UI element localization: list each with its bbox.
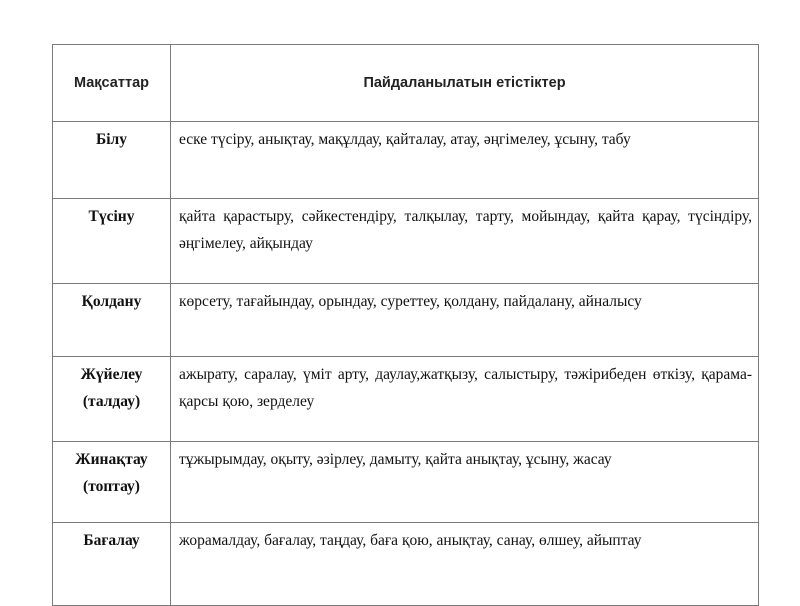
header-verbs: Пайдаланылатын етістіктер	[171, 45, 759, 122]
goals-verbs-table	[52, 44, 759, 606]
goal-cell-line: (талдау)	[82, 393, 141, 410]
table-row	[53, 357, 759, 442]
verbs-cell: көрсету, тағайындау, орындау, суреттеу, қолдану, пайдалану, айналысу	[171, 284, 759, 357]
verbs-cell: ажырату, саралау, үміт арту, даулау,жатқызу, салыстыру, тәжірибеден өткізу, қарама-қарсы қою, зерделеу	[171, 357, 759, 442]
goal-cell	[53, 357, 171, 442]
table-row	[53, 199, 759, 284]
table-row	[53, 284, 759, 357]
table-row	[53, 442, 759, 523]
goal-cell-line: Жинақтау	[75, 451, 148, 468]
header-goals: Мақсаттар	[53, 45, 171, 122]
verbs-cell: еске түсіру, анықтау, мақұлдау, қайталау, атау, әңгімелеу, ұсыну, табу	[171, 122, 759, 199]
verbs-cell: жорамалдау, бағалау, таңдау, баға қою, анықтау, санау, өлшеу, айыптау	[171, 523, 759, 606]
verbs-cell: қайта қарастыру, сәйкестендіру, талқылау, тарту, мойындау, қайта қарау, түсіндіру, әңгімелеу, айқындау	[171, 199, 759, 284]
goal-cell	[53, 442, 171, 523]
table-row	[53, 122, 759, 199]
goal-cell: Бағалау	[53, 523, 171, 606]
goals-verbs-table-container	[52, 44, 758, 574]
goal-cell: Білу	[53, 122, 171, 199]
goal-cell: Қолдану	[53, 284, 171, 357]
goal-cell-line: Жүйелеу	[80, 366, 143, 383]
verbs-cell: тұжырымдау, оқыту, әзірлеу, дамыту, қайта анықтау, ұсыну, жасау	[171, 442, 759, 523]
goal-cell: Түсіну	[53, 199, 171, 284]
table-header-row	[53, 45, 759, 122]
goal-cell-line: (топтау)	[83, 478, 140, 495]
table-row	[53, 523, 759, 606]
